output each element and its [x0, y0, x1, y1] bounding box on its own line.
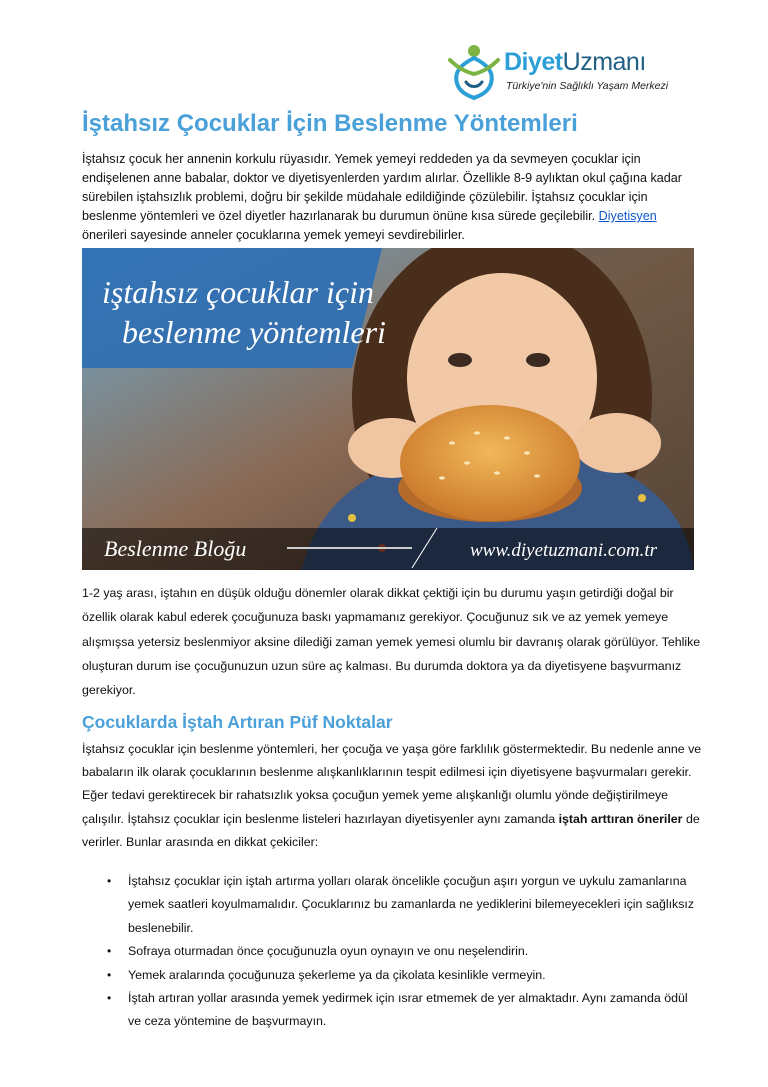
tips-list — [82, 870, 702, 1034]
hero-overlay-line2: beslenme yöntemleri — [122, 314, 386, 350]
bullet-icon: • — [107, 967, 112, 982]
list-item — [82, 940, 702, 963]
bullet-icon: • — [107, 991, 112, 1006]
para2-text-end: de verirler. Bunlar arasında en dikkat çekiciler: — [82, 811, 700, 849]
list-item — [82, 870, 702, 940]
hero-footer-left: Beslenme Bloğu — [104, 536, 247, 561]
logo-wordmark — [504, 48, 646, 77]
hero-footer-right: www.diyetuzmani.com.tr — [470, 540, 658, 561]
hero-overlay-line1: iştahsız çocuklar için — [102, 274, 374, 310]
list-item — [82, 987, 702, 1034]
logo-tagline: Türkiye'nin Sağlıklı Yaşam Merkezi — [506, 80, 669, 92]
para2-text: İştahsız çocuklar için beslenme yöntemleri, her çocuğa ve yaşa göre farklılık göstermektedir. Bu nedenle anne ve babaların ilk olarak çocuklarının beslenme alışkanlıklarının tespit edilmesi için diyetisyene başvurmaları gerekir. Eğer tedavi gerektirecek bir rahatsızlık yoksa çocuğun yemek yeme alışkanlığı olumlu yönde değiştirilmeye çalışılır. İştahsız çocuklar için beslenme listeleri hazırlayan diyetisyenler aynı zamanda — [82, 742, 702, 826]
diyetisyen-link[interactable]: Diyetisyen — [598, 209, 657, 223]
body-paragraph-1: 1-2 yaş arası, iştahın en düşük olduğu dönemler olarak dikkat çektiği için bu durumu yaşın getirdiği doğal bir özellik olarak kabul ederek çocuğunuza baskı yapmamanız gerekiyor. Çocuğunuz sık ve az yemek yemeye alışmışsa yetersiz beslenmiyor aksine dilediği zaman yemek yemesi olumlu bir davranış olarak görülüyor. Tehlike oluşturan durum ise çocuğunuzun uzun süre aç kalması. Bu durumda doktora ya da diyetisyene başvurmanız gerekiyor. — [82, 586, 701, 698]
intro-paragraph — [82, 150, 692, 245]
list-item-text: İştahsız çocuklar için iştah artırma yolları olarak öncelikle çocuğun aşırı yorgun ve uykulu zamanlarına yemek saatleri koyulmamalıdır. Çocuklarınız bu zamanlarda ne yediklerini bilemeyecekleri için sağlıksız beslenebilir. — [128, 874, 695, 935]
list-item-text: Yemek aralarında çocuğunuza şekerleme ya da çikolata kesinlikle vermeyin. — [128, 967, 546, 982]
para2-bold-text: iştah arttıran öneriler — [558, 811, 683, 826]
logo-wordmark-part2: Uzmanı — [562, 48, 646, 76]
hero-image — [82, 248, 694, 570]
body-paragraph-2 — [82, 738, 702, 854]
intro-text-end: önerileri sayesinde anneler çocuklarına yemek yemeyi sevdirebilirler. — [82, 228, 465, 242]
logo-figure-icon — [444, 42, 504, 100]
list-item-text: İştah artıran yollar arasında yemek yedirmek için ısrar etmemek de yer almaktadır. Aynı zamanda ödül ve ceza yöntemine de başvurmayın. — [128, 991, 688, 1029]
hero-illustration — [82, 248, 694, 570]
bullet-icon: • — [107, 874, 112, 888]
list-item-text: Sofraya oturmadan önce çocuğunuzla oyun oynayın ve onu neşelendirin. — [128, 944, 529, 959]
section-heading: Çocuklarda İştah Artıran Püf Noktalar — [82, 712, 393, 732]
article-title: İştahsız Çocuklar İçin Beslenme Yöntemleri — [82, 110, 578, 137]
brand-logo — [444, 42, 704, 102]
bullet-icon: • — [107, 944, 112, 959]
logo-wordmark-part1: Diyet — [504, 48, 563, 76]
list-item — [82, 964, 702, 987]
intro-text: İştahsız çocuk her annenin korkulu rüyasıdır. Yemek yemeyi reddeden ya da sevmeyen çocuklar için endişelenen anne babalar, doktor ve diyetisyenlerden yardım alırlar. Özellikle 8-9 aylıktan okul çağına kadar sürebilen iştahsızlık problemi, doğru bir şekilde müdahale edildiğinde çözülebilir. İştahsız çocuklar için beslenme yöntemleri ve özel diyetler hazırlanarak bu durumun önüne kısa sürede geçilebilir. — [82, 152, 682, 223]
